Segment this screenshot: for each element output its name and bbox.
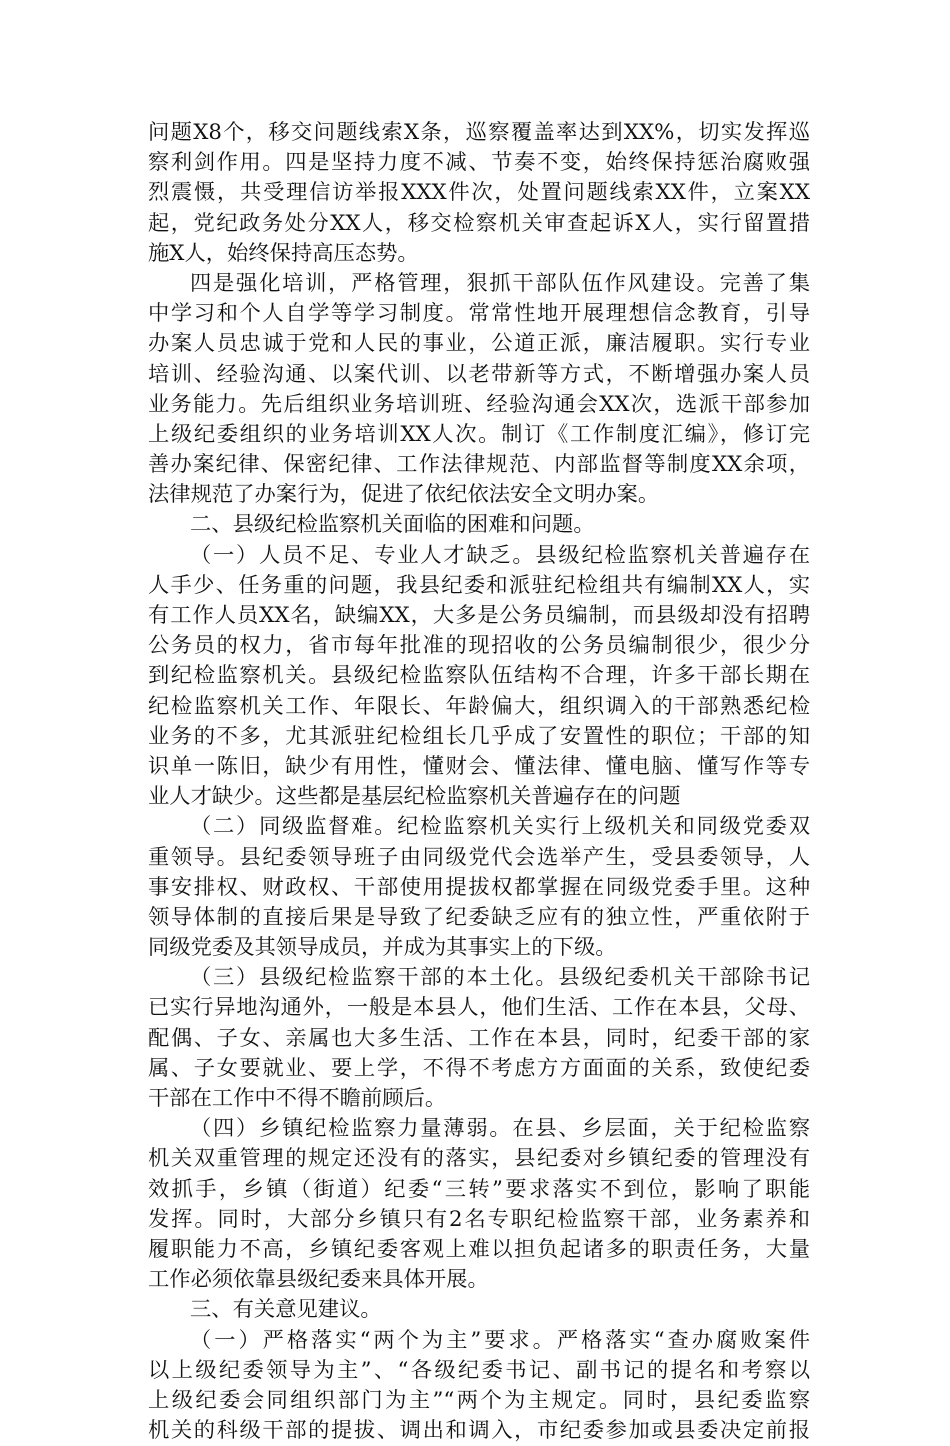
text-line: 配偶、子女、亲属也大多生活、工作在本县，同时，纪委干部的家 (148, 1025, 810, 1051)
text-line: 机关的科级干部的提拔、调出和调入，市纪委参加或县委决定前报 (148, 1418, 810, 1444)
text-line: 效抓手，乡镇（街道）纪委“三转”要求落实不到位，影响了职能 (148, 1176, 810, 1202)
text-line: 培训、经验沟通、以案代训、以老带新等方式，不断增强办案人员 (148, 361, 810, 387)
text-line: 机关双重管理的规定还没有的落实，县纪委对乡镇纪委的管理没有 (148, 1146, 810, 1172)
text-line: 以上级纪委领导为主”、“各级纪委书记、副书记的提名和考察以 (148, 1357, 810, 1383)
text-line: 中学习和个人自学等学习制度。常常性地开展理想信念教育，引导 (148, 301, 810, 327)
text-line: 善办案纪律、保密纪律、工作法律规范、内部监督等制度XX余项， (148, 452, 810, 478)
text-line: （四）乡镇纪检监察力量薄弱。在县、乡层面，关于纪检监察 (190, 1116, 810, 1142)
text-line: 人手少、任务重的问题，我县纪委和派驻纪检组共有编制XX人，实 (148, 572, 810, 598)
text-line: 干部在工作中不得不瞻前顾后。 (148, 1086, 447, 1111)
text-line: 业务的不多，尤其派驻纪检组长几乎成了安置性的职位；干部的知 (148, 723, 810, 749)
text-line: 公务员的权力，省市每年批准的现招收的公务员编制很少，很少分 (148, 633, 810, 659)
text-line: 履职能力不高，乡镇纪委客观上难以担负起诸多的职责任务，大量 (148, 1236, 810, 1262)
text-line: 察利剑作用。四是坚持力度不减、节奏不变，始终保持惩治腐败强 (148, 150, 810, 176)
text-line: 重领导。县纪委领导班子由同级党代会选举产生，受县委领导，人 (148, 844, 810, 870)
text-line: （二）同级监督难。纪检监察机关实行上级机关和同级党委双 (190, 814, 810, 840)
text-line: 上级纪委会同组织部门为主”“两个为主规定。同时，县纪委监察 (148, 1387, 810, 1413)
text-line: 办案人员忠诚于党和人民的事业，公道正派，廉洁履职。实行专业 (148, 331, 810, 357)
text-line: 起，党纪政务处分XX人，移交检察机关审查起诉X人，实行留置措 (148, 210, 810, 236)
text-line: （一）严格落实“两个为主”要求。严格落实“查办腐败案件 (190, 1327, 810, 1353)
text-line: 纪检监察机关工作、年限长、年龄偏大，组织调入的干部熟悉纪检 (148, 693, 810, 719)
text-line: 法律规范了办案行为，促进了依纪依法安全文明办案。 (148, 482, 660, 508)
text-line: 识单一陈旧，缺少有用性，懂财会、懂法律、懂电脑、懂写作等专 (148, 753, 810, 779)
text-line: 同级党委及其领导成员，并成为其事实上的下级。 (148, 935, 617, 961)
text-line: 有工作人员XX名，缺编XX，大多是公务员编制，而县级却没有招聘 (148, 603, 810, 628)
text-line: 四是强化培训，严格管理，狠抓干部队伍作风建设。完善了集 (190, 270, 810, 296)
text-line: 上级纪委组织的业务培训XX人次。制订《工作制度汇编》，修订完 (148, 421, 810, 447)
text-line: 烈震慑，共受理信访举报XXX件次，处置问题线索XX件，立案XX (148, 180, 810, 206)
text-line: 业务能力。先后组织业务培训班、经验沟通会XX次，选派干部参加 (148, 391, 810, 417)
text-line: 施X人，始终保持高压态势。 (148, 240, 419, 266)
text-line: 到纪检监察机关。县级纪检监察队伍结构不合理，许多干部长期在 (148, 663, 810, 689)
text-line: 二、县级纪检监察机关面临的困难和问题。 (190, 512, 595, 538)
document-body (148, 118, 810, 1446)
text-line: 发挥。同时，大部分乡镇只有2名专职纪检监察干部，业务素养和 (148, 1206, 810, 1232)
text-line: 属、子女要就业、要上学，不得不考虑方方面面的关系，致使纪委 (148, 1055, 810, 1081)
text-line: 已实行异地沟通外，一般是本县人，他们生活、工作在本县，父母、 (148, 995, 810, 1021)
text-line: 领导体制的直接后果是导致了纪委缺乏应有的独立性，严重依附于 (148, 904, 810, 930)
text-line: 问题X8个，移交问题线索X条，巡察覆盖率达到XX%，切实发挥巡 (148, 120, 810, 145)
text-line: （三）县级纪检监察干部的本土化。县级纪委机关干部除书记 (190, 965, 810, 991)
text-line: 事安排权、财政权、干部使用提拔权都掌握在同级党委手里。这种 (148, 874, 810, 900)
text-line: 三、有关意见建议。 (190, 1297, 382, 1323)
text-line: 业人才缺少。这些都是基层纪检监察机关普遍存在的问题 (148, 784, 681, 810)
text-line: 工作必须依靠县级纪委来具体开展。 (148, 1267, 489, 1293)
text-line: （一）人员不足、专业人才缺乏。县级纪检监察机关普遍存在 (190, 542, 810, 568)
